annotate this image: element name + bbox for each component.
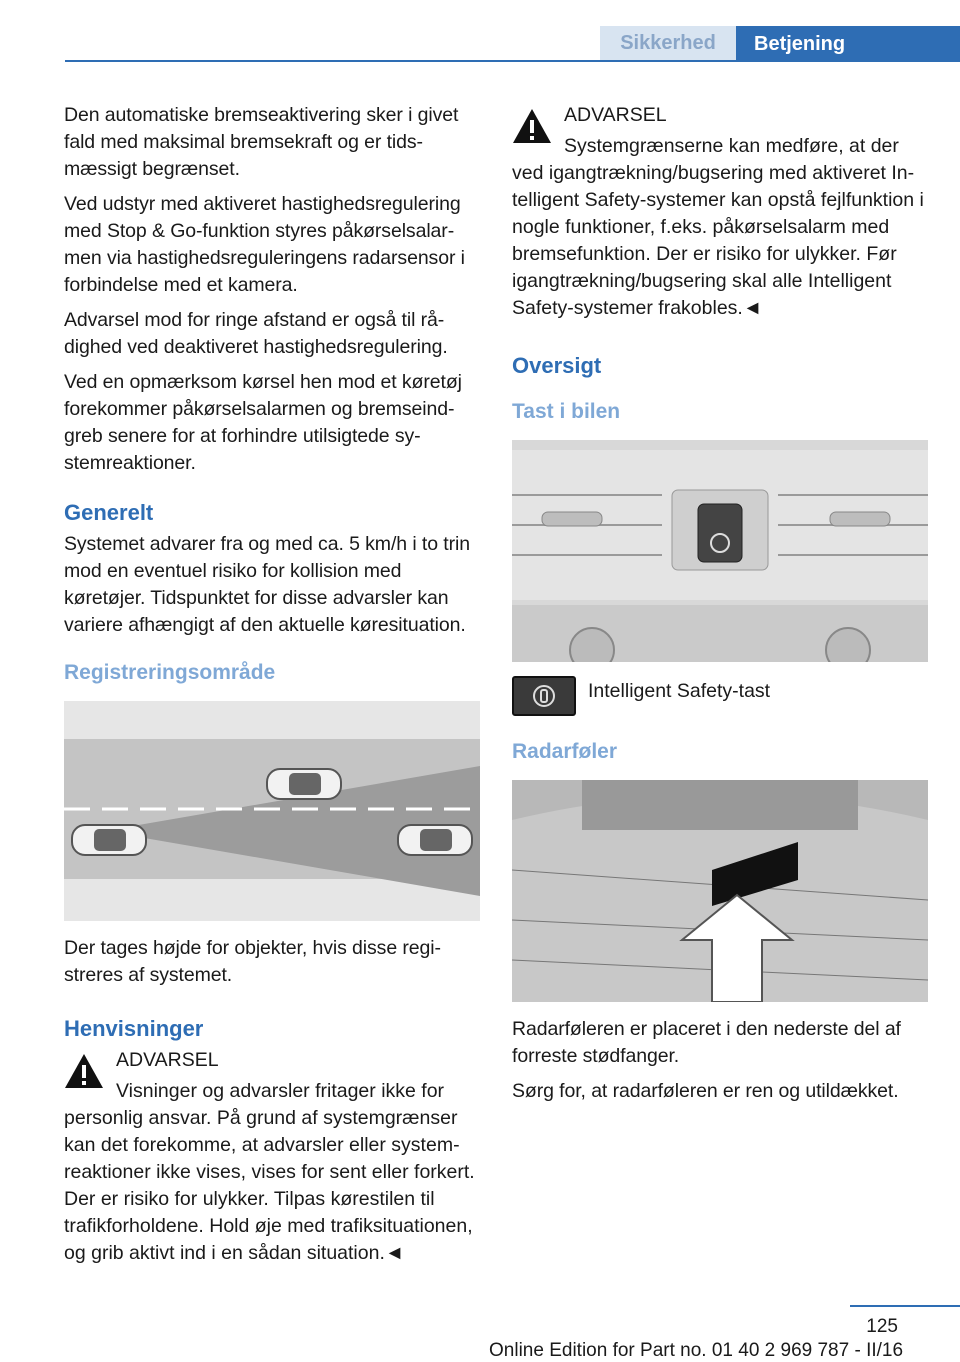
warning-text-rest: ved igangtrækning/bugsering med aktiveret Intelligent Safety-systemer kan opstå fejlfunktion i nogle funktioner, f.eks. påkørselsalarm med bremsefunktion. Der er risiko for ulykker. Før igangtrækning/bugsering skal alle Intelligent Safety-systemer frakobles.◄ (512, 162, 924, 319)
page-number: 125 (866, 1316, 898, 1337)
left-column (64, 102, 480, 1267)
warning-text (512, 133, 928, 322)
paragraph: Ved en opmærksom kørsel hen mod et køretøj forekommer påkørselsalarmen og bremseindgreb senere for at forhindre utilsigtede systemreaktioner. (64, 371, 462, 474)
paragraph: Advarsel mod for ringe afstand er også til rådighed ved deaktiveret hastighedsregulering. (64, 309, 448, 358)
heading-generelt: Generelt (64, 500, 154, 525)
warning-text-first: Systemgrænserne kan medføre, at der (564, 135, 899, 157)
warning-text (64, 1078, 480, 1267)
header-rule (65, 60, 960, 62)
detection-area-illustration (64, 701, 480, 921)
paragraph: Der tages højde for objekter, hvis disse registreres af systemet. (64, 937, 442, 986)
heading-oversigt: Oversigt (512, 353, 602, 378)
car-left (72, 825, 146, 855)
heading-registreringsomrade: Registreringsområde (64, 661, 276, 684)
right-column (512, 102, 928, 1113)
road-radar-graphic (64, 701, 480, 921)
bumper-graphic (512, 780, 928, 1002)
footer-rule (850, 1305, 960, 1307)
warning-title: ADVARSEL (564, 104, 667, 126)
tab-sikkerhed[interactable]: Sikkerhed (600, 26, 736, 60)
warning-icon (64, 1053, 104, 1089)
warning-text-first: Visninger og advarsler fritager ikke for (116, 1080, 445, 1102)
key-label: Intelligent Safety-tast (588, 680, 771, 702)
intelligent-safety-button-icon (512, 676, 576, 716)
warning-box (512, 102, 928, 322)
safety-symbol-icon (532, 684, 556, 708)
key-legend (512, 676, 928, 716)
paragraph: Den automatiske bremseaktivering sker i givet fald med maksimal bremsekraft og er tidsmæssigt begrænset. (64, 104, 459, 180)
paragraph: Radarføleren er placeret i den nederste del af forreste stødfanger. (512, 1018, 901, 1067)
warning-title: ADVARSEL (116, 1049, 219, 1071)
heading-radarfoler: Radarføler (512, 740, 618, 763)
radar-sensor-illustration (512, 780, 928, 1002)
dashboard-graphic (512, 440, 928, 662)
dashboard-button-photo (512, 440, 928, 662)
car-top (267, 769, 341, 799)
warning-box (64, 1047, 480, 1267)
heading-tast-i-bilen: Tast i bilen (512, 400, 621, 423)
heading-henvisninger: Henvisninger (64, 1016, 204, 1041)
tab-betjening[interactable]: Betjening (736, 26, 960, 62)
edition-note: Online Edition for Part no. 01 40 2 969 787 - II/16 (489, 1340, 904, 1361)
paragraph: Systemet advarer fra og med ca. 5 km/h i to trin mod en eventuel risiko for kollision med køretøjer. Tidspunktet for disse advarsler kan variere afhængigt af den aktuelle køresituation. (64, 533, 470, 636)
paragraph: Ved udstyr med aktiveret hastighedsregulering med Stop & Go-funktion styres påkørselsalarmen via hastighedsreguleringens radarsensor i forbindelse med et kamera. (64, 193, 465, 296)
warning-text-rest: personlig ansvar. På grund af systemgrænser kan det forekomme, at advarsler eller systemreaktioner ikke vises, vises for sent eller forkert. Der er risiko for ulykker. Tilpas kørestilen til trafikforholdene. Hold øje med trafiksituationen, og grib aktivt ind i en sådan situation.◄ (64, 1107, 475, 1264)
warning-icon (512, 108, 552, 144)
car-right (398, 825, 472, 855)
paragraph: Sørg for, at radarføleren er ren og utildækket. (512, 1080, 899, 1102)
